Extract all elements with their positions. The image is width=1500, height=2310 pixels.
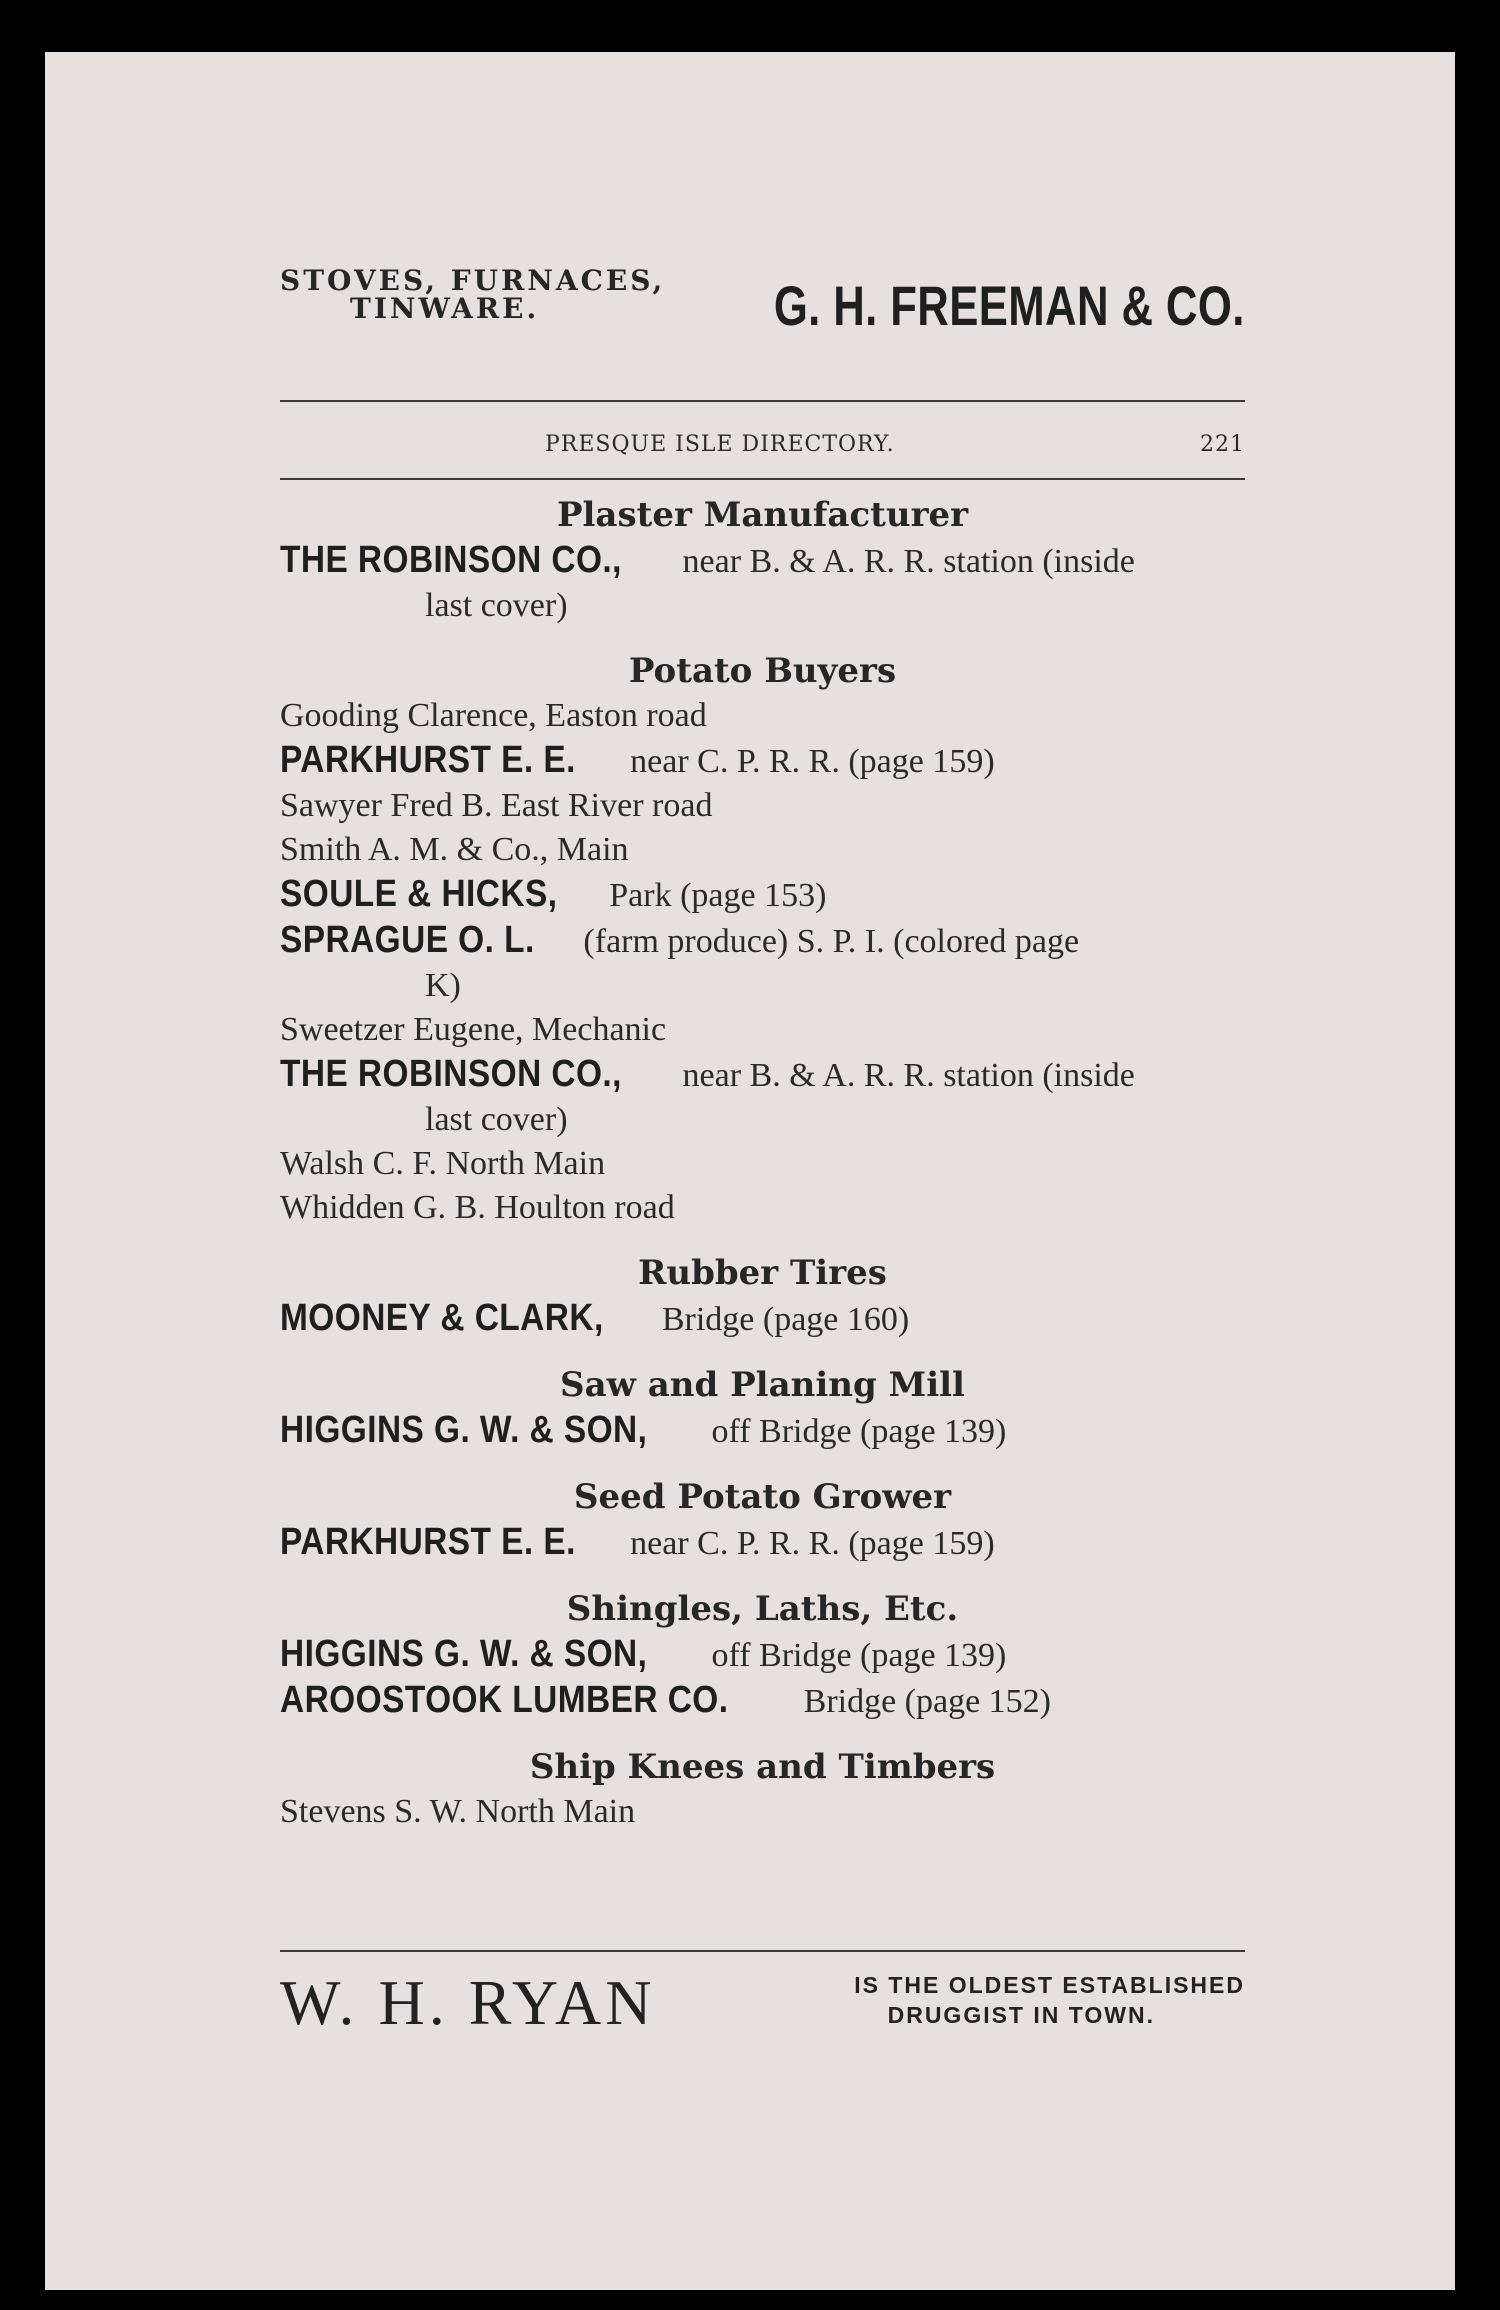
listing-continuation: last cover) [425, 1101, 568, 1138]
running-head-rule [280, 478, 1245, 480]
listing-entry [280, 1186, 1245, 1230]
header-rule [280, 400, 1245, 402]
listing-details: (farm produce) S. P. I. (colored page [583, 923, 1080, 960]
footer-ad-name: W. H. RYAN [280, 1967, 656, 2038]
listing-details: Sawyer Fred B. East River road [280, 787, 713, 824]
listing-entry [280, 1142, 1245, 1186]
footer-rule [280, 1950, 1245, 1952]
header-advertisement [280, 264, 1245, 377]
listing-name: THE ROBINSON CO., [280, 539, 622, 581]
listing-entry [280, 1678, 1245, 1724]
directory-section [280, 1586, 1245, 1724]
listing-details: near B. & A. R. R. station (inside [682, 1057, 1135, 1094]
directory-section [280, 1362, 1245, 1454]
listing-entry [280, 1296, 1245, 1342]
listing-name: THE ROBINSON CO., [280, 1053, 622, 1095]
directory-section [280, 1744, 1245, 1834]
listing-details: off Bridge (page 139) [711, 1413, 1007, 1450]
listing-name: HIGGINS G. W. & SON, [280, 1409, 648, 1451]
section-heading: Plaster Manufacturer [556, 495, 969, 535]
directory-page [45, 52, 1455, 2290]
footer-advertisement [280, 1962, 1245, 2062]
listing-details: Gooding Clarence, Easton road [280, 697, 707, 734]
section-heading: Seed Potato Grower [573, 1477, 952, 1517]
listing-details: Whidden G. B. Houlton road [280, 1189, 675, 1226]
listing-name: HIGGINS G. W. & SON, [280, 1633, 648, 1675]
section-heading: Rubber Tires [638, 1253, 887, 1293]
header-ad-company: G. H. FREEMAN & CO. [774, 274, 1245, 337]
listing-name: SOULE & HICKS, [280, 873, 558, 915]
header-ad-left-line1: STOVES, FURNACES, [280, 264, 666, 297]
running-head-title: PRESQUE ISLE DIRECTORY. [545, 432, 895, 457]
header-ad-left [280, 264, 666, 325]
listing-entry [280, 1052, 1245, 1142]
footer-ad-tagline-line2: DRUGGIST IN TOWN. [887, 2002, 1155, 2028]
listing-name: MOONEY & CLARK, [280, 1297, 604, 1339]
listing-entry [280, 1632, 1245, 1678]
listing-entry [280, 1790, 1245, 1834]
listing-entry [280, 1008, 1245, 1052]
directory-section [280, 1250, 1245, 1342]
listing-details: Bridge (page 160) [661, 1301, 910, 1338]
directory-section [280, 1474, 1245, 1566]
listing-entry [280, 1408, 1245, 1454]
footer-ad-tagline [685, 1970, 1245, 2030]
header-ad-left-line2: TINWARE. [350, 292, 540, 325]
footer-ad-tagline-line1: IS THE OLDEST ESTABLISHED [854, 1972, 1245, 1998]
listing-entry [280, 1520, 1245, 1566]
directory-section [280, 492, 1245, 628]
listing-details: Smith A. M. & Co., Main [280, 831, 629, 868]
listing-name: PARKHURST E. E. [280, 1521, 576, 1563]
directory-listings [280, 492, 1245, 1834]
listing-name: SPRAGUE O. L. [280, 919, 535, 961]
header-ad-right [641, 273, 1245, 339]
listing-entry [280, 828, 1245, 872]
listing-name: PARKHURST E. E. [280, 739, 576, 781]
listing-details: near B. & A. R. R. station (inside [682, 543, 1135, 580]
listing-details: near C. P. R. R. (page 159) [630, 1525, 995, 1562]
listing-details: off Bridge (page 139) [711, 1637, 1007, 1674]
listing-entry [280, 538, 1245, 628]
listing-entry [280, 738, 1245, 784]
listing-details: Walsh C. F. North Main [280, 1145, 606, 1182]
section-heading: Saw and Planing Mill [560, 1365, 965, 1405]
listing-details: Sweetzer Eugene, Mechanic [280, 1011, 667, 1048]
listing-details: near C. P. R. R. (page 159) [630, 743, 995, 780]
listing-name: AROOSTOOK LUMBER CO. [280, 1679, 729, 1721]
section-heading: Shingles, Laths, Etc. [566, 1589, 959, 1629]
listing-details: Bridge (page 152) [803, 1683, 1052, 1720]
listing-entry [280, 784, 1245, 828]
listing-continuation: last cover) [425, 587, 568, 624]
listing-details: Stevens S. W. North Main [280, 1793, 636, 1830]
running-head [280, 432, 1245, 464]
section-heading: Ship Knees and Timbers [529, 1747, 996, 1787]
page-number: 221 [1200, 432, 1245, 457]
listing-details: Park (page 153) [609, 877, 827, 914]
listing-continuation: K) [425, 967, 461, 1004]
listing-entry [280, 918, 1245, 1008]
listing-entry [280, 872, 1245, 918]
listing-entry [280, 694, 1245, 738]
section-heading: Potato Buyers [628, 651, 897, 691]
directory-section [280, 648, 1245, 1230]
